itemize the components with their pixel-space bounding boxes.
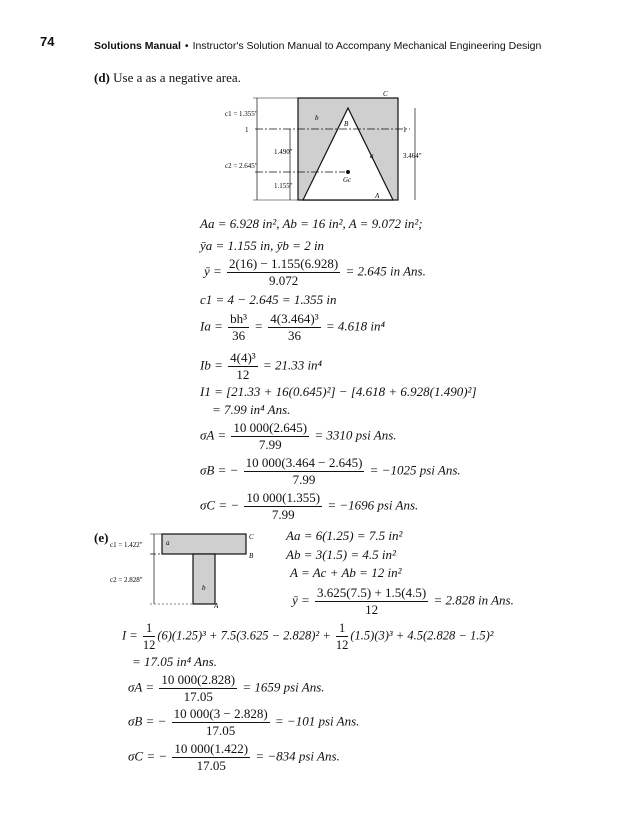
- gc-point: [346, 170, 350, 174]
- d-Ia-frac1: [228, 311, 249, 344]
- d-Ia-num1: bh³: [230, 311, 248, 326]
- d-Ia-den2: 36: [287, 328, 301, 343]
- d-Ia-frac2: [268, 311, 320, 344]
- d-Ib-rhs: = 21.33 in⁴: [262, 357, 323, 373]
- label-c1: c1 = 1.355": [225, 110, 258, 118]
- e-label-C: C: [249, 533, 254, 541]
- label-1-right: 1: [403, 126, 407, 134]
- flange-a: [162, 534, 246, 554]
- d-c1: c1 = 4 − 2.645 = 1.355 in: [200, 292, 337, 307]
- e-I-f1n: 1: [143, 620, 156, 637]
- e-ybar-num: 3.625(7.5) + 1.5(4.5): [317, 585, 427, 600]
- d-sC-num: 10 000(1.355): [246, 490, 321, 505]
- d-ybars: ȳa = 1.155 in, ȳb = 2 in: [200, 238, 325, 253]
- e-ybar-lhs: ȳ =: [292, 592, 310, 608]
- e-sB-frac: [172, 706, 270, 739]
- e-label-b: b: [202, 584, 206, 592]
- e-sB-den: 17.05: [206, 723, 236, 738]
- d-I1: I1 = [21.33 + 16(0.645)²] − [4.618 + 6.928(1.490)²]: [200, 384, 477, 399]
- d-Ia-lhs: Ia =: [200, 318, 223, 334]
- e-sigmaB: [128, 706, 359, 739]
- e-label-B: B: [249, 552, 254, 560]
- web-b: [193, 554, 215, 604]
- e-I-f2n: 1: [336, 620, 349, 637]
- label-3464: 3.464": [403, 152, 422, 160]
- d-sB-lhs: σB = −: [200, 462, 239, 478]
- e-I-f2d: 12: [335, 638, 349, 652]
- e-sA-rhs: = 1659 psi Ans.: [242, 679, 325, 695]
- e-sB-rhs: = −101 psi Ans.: [274, 713, 360, 729]
- running-header: [94, 36, 541, 54]
- e-sigmaC: [128, 741, 340, 774]
- e-ybar-den: 12: [365, 602, 379, 617]
- d-ybar-num: 2(16) − 1.155(6.928): [229, 256, 339, 271]
- label-a: a: [370, 152, 374, 160]
- figure-d: [225, 88, 435, 206]
- d-ybar-rhs: = 2.645 in Ans.: [345, 263, 426, 279]
- part-e-label: (e): [94, 530, 109, 545]
- label-b: b: [315, 114, 319, 122]
- e-Ab: Ab = 3(1.5) = 4.5 in²: [286, 547, 396, 562]
- e-sB-num: 10 000(3 − 2.828): [173, 706, 268, 721]
- e-ybar-rhs: = 2.828 in Ans.: [433, 592, 514, 608]
- d-sA-rhs: = 3310 psi Ans.: [314, 427, 397, 443]
- label-Gc: Gc: [343, 176, 352, 184]
- d-Ia-eq: Ia = $\frac{\text{bh³}}{36}$ = $\frac{\text{4(3.464)³}}{36}$ = 4.618 in⁴: [200, 311, 386, 343]
- e-sC-num: 10 000(1.422): [174, 741, 249, 756]
- d-sB-num: 10 000(3.464 − 2.645): [245, 455, 363, 470]
- e-sA-lhs: σA =: [128, 679, 155, 695]
- e-sB-lhs: σB = −: [128, 713, 167, 729]
- e-sC-frac: [172, 741, 250, 774]
- e-label-a: a: [166, 539, 170, 547]
- d-Ia-num2: 4(3.464)³: [270, 311, 319, 326]
- e-I-f1d: 12: [142, 638, 156, 652]
- e-ybar-eq: [292, 585, 514, 618]
- label-c2: c2 = 2.645": [225, 162, 258, 170]
- e-sA-num: 10 000(2.828): [161, 672, 236, 687]
- d-areas: Aa = 6.928 in², Ab = 16 in², A = 9.072 in²;: [200, 216, 423, 231]
- label-A: A: [375, 192, 380, 200]
- e-sC-den: 17.05: [196, 758, 226, 773]
- d-sC-rhs: = −1696 psi Ans.: [327, 497, 419, 513]
- d-sA-den: 7.99: [258, 437, 282, 452]
- d-ybar-den: 9.072: [269, 273, 299, 288]
- d-sB-frac: [244, 455, 365, 488]
- d-ybar-eq: [204, 256, 426, 289]
- label-B: B: [344, 120, 349, 128]
- e-Aa: Aa = 6(1.25) = 7.5 in²: [286, 528, 403, 543]
- d-sigmaC: [200, 490, 418, 523]
- e-I-end: (1.5)(3)³ + 4.5(2.828 − 1.5)²: [350, 628, 494, 643]
- d-sC-den: 7.99: [271, 507, 295, 522]
- d-Ia-rhs: = 4.618 in⁴: [325, 318, 386, 334]
- d-Ib-lhs: Ib =: [200, 357, 223, 373]
- d-Ib-eq: [200, 350, 322, 383]
- d-sigmaB: [200, 455, 461, 488]
- e-I-eq: [122, 620, 493, 653]
- d-sB-den: 7.99: [292, 472, 316, 487]
- e-I-lhs: I =: [122, 628, 138, 643]
- label-1-left: 1: [245, 126, 249, 134]
- e-I-frac2: [336, 620, 349, 653]
- d-Ib-den: 12: [236, 367, 250, 382]
- book-title: Solutions Manual: [94, 40, 181, 52]
- e-sigmaA: [128, 672, 325, 705]
- part-d-heading: [94, 70, 241, 86]
- d-Ib-num: 4(4)³: [230, 350, 256, 365]
- part-d-label: (d): [94, 70, 110, 85]
- d-sigmaA: [200, 420, 397, 453]
- e-label-c2: c2 = 2.828": [110, 576, 143, 584]
- d-I1-result: = 7.99 in⁴ Ans.: [212, 402, 291, 417]
- d-sA-frac: [231, 420, 309, 453]
- figure-e: [110, 530, 260, 610]
- e-I-mid: (6)(1.25)³ + 7.5(3.625 − 2.828)² +: [157, 628, 331, 643]
- d-ybar-frac: [227, 256, 340, 289]
- e-sA-frac: [159, 672, 237, 705]
- header-bullet: •: [184, 40, 189, 52]
- e-sC-rhs: = −834 psi Ans.: [255, 748, 340, 764]
- e-ybar-frac: [315, 585, 428, 618]
- e-I-result: = 17.05 in⁴ Ans.: [132, 654, 217, 669]
- d-sA-num: 10 000(2.645): [233, 420, 308, 435]
- header-subtitle: Instructor's Solution Manual to Accompany Mechanical Engineering Design: [192, 40, 542, 52]
- e-A: A = Ac + Ab = 12 in²: [290, 565, 402, 580]
- e-label-c1: c1 = 1.422": [110, 541, 143, 549]
- d-Ia-den1: 36: [232, 328, 246, 343]
- e-label-A: A: [214, 602, 219, 610]
- e-sA-den: 17.05: [183, 689, 213, 704]
- e-sC-lhs: σC = −: [128, 748, 168, 764]
- part-d-intro: Use a as a negative area.: [113, 70, 241, 85]
- d-Ib-frac: [228, 350, 258, 383]
- d-sC-frac: [244, 490, 322, 523]
- label-1155: 1.155": [274, 182, 293, 190]
- d-ybar-lhs: ȳ =: [204, 263, 222, 279]
- label-1490: 1.490": [274, 148, 293, 156]
- e-I-frac1: [143, 620, 156, 653]
- d-sA-lhs: σA =: [200, 427, 227, 443]
- label-C: C: [383, 90, 388, 98]
- d-sB-rhs: = −1025 psi Ans.: [369, 462, 461, 478]
- d-sC-lhs: σC = −: [200, 497, 240, 513]
- page-number: 74: [40, 34, 55, 49]
